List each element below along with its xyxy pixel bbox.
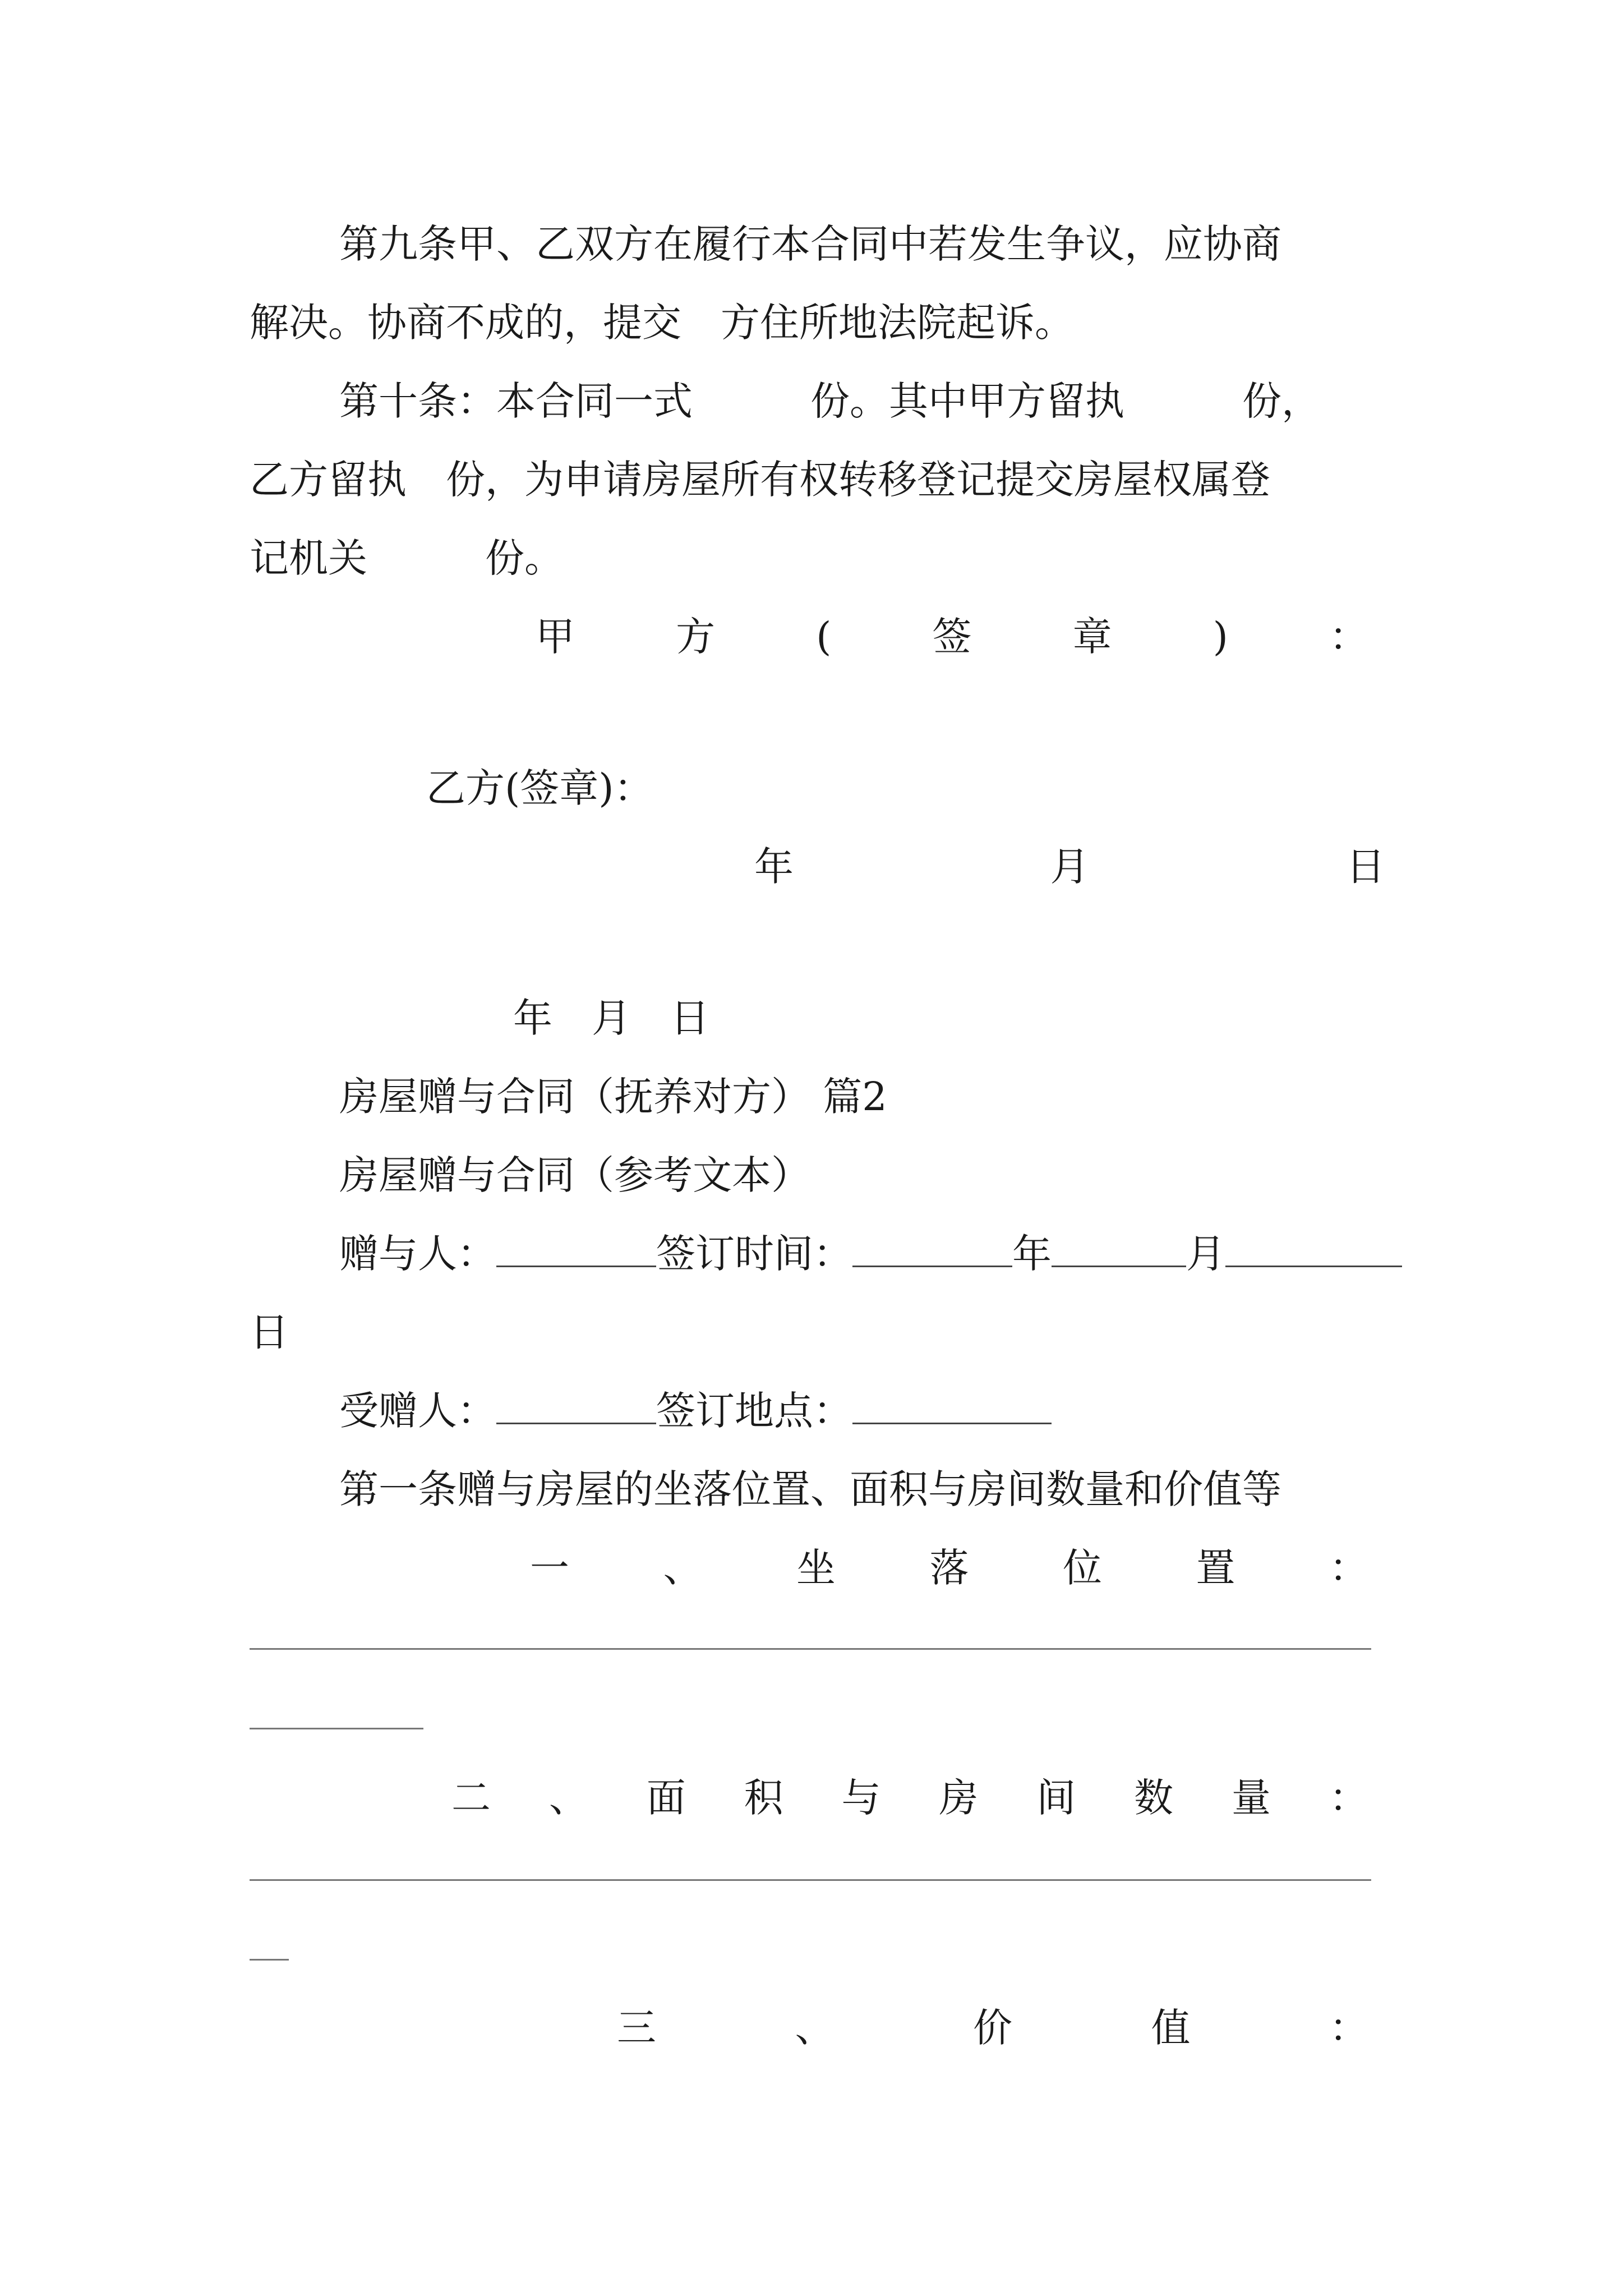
- heading-part2: 房屋赠与合同（抚养对方） 篇2: [339, 1074, 887, 1120]
- item1-char: 一: [530, 1545, 569, 1591]
- item2-area-rooms: [451, 1770, 1368, 1826]
- item1-char: 、: [663, 1545, 703, 1591]
- donee-row: [339, 1383, 1623, 1439]
- item3-char: 值: [1151, 2005, 1191, 2051]
- donor-blank[interactable]: [496, 1227, 656, 1267]
- sign-time-label: 签订时间：: [656, 1231, 852, 1277]
- item2-char: 二: [451, 1775, 491, 1821]
- party-a-char: 方: [676, 614, 716, 660]
- item2-char: 面: [646, 1775, 686, 1821]
- party-a-char: ：: [1329, 614, 1368, 660]
- clause9-line2: 解决。协商不成的，提交 方住所地法院起诉。: [250, 300, 1074, 346]
- item2-blank-line[interactable]: [250, 1879, 1371, 1881]
- party-a-char: 签: [932, 614, 972, 660]
- item2-char: 与: [841, 1775, 881, 1821]
- day-blank[interactable]: [1225, 1227, 1402, 1267]
- donee-blank[interactable]: [496, 1384, 656, 1424]
- item2-char: 积: [744, 1775, 783, 1821]
- item3-char: 、: [795, 2005, 834, 2051]
- clause10-line2: 乙方留执 份，为申请房屋所有权转移登记提交房屋权属登: [250, 457, 1270, 503]
- item3-char: ：: [1329, 2005, 1368, 2051]
- article1: 第一条赠与房屋的坐落位置、面积与房间数量和价值等: [339, 1466, 1281, 1512]
- item1-char: ：: [1329, 1545, 1368, 1591]
- date-year: 年: [754, 844, 794, 890]
- party-a-signature: [536, 609, 1368, 665]
- item2-char: ：: [1329, 1775, 1368, 1821]
- item1-location: [530, 1540, 1368, 1596]
- date-a: [754, 839, 1385, 895]
- item3-char: 价: [973, 2005, 1012, 2051]
- donor-label: 赠与人：: [339, 1231, 496, 1277]
- item1-blank-line[interactable]: [250, 1648, 1371, 1650]
- item2-char: 房: [939, 1775, 979, 1821]
- party-a-char: 章: [1072, 614, 1112, 660]
- day-label: 日: [250, 1309, 289, 1355]
- sign-place-label: 签订地点：: [656, 1388, 852, 1434]
- year-label: 年: [1012, 1231, 1052, 1277]
- donee-label: 受赠人：: [339, 1388, 496, 1434]
- date-day: 日: [1346, 844, 1385, 890]
- party-a-char: 甲: [536, 614, 575, 660]
- date-b: 年 月 日: [513, 995, 709, 1041]
- item1-blank-line-2[interactable]: [250, 1728, 423, 1729]
- item1-char: 置: [1196, 1545, 1235, 1591]
- item3-char: 三: [617, 2005, 656, 2051]
- sign-place-blank[interactable]: [852, 1384, 1052, 1424]
- item2-char: 间: [1036, 1775, 1076, 1821]
- item2-char: 、: [548, 1775, 588, 1821]
- party-a-char: (: [816, 614, 832, 660]
- clause10-line1: 第十条：本合同一式 份。其中甲方留执 份，: [339, 378, 1321, 424]
- item3-value: [617, 2000, 1368, 2056]
- heading-reference-text: 房屋赠与合同（参考文本）: [339, 1152, 810, 1198]
- clause9-line1: 第九条甲、乙双方在履行本合同中若发生争议，应协商: [339, 221, 1281, 267]
- item2-char: 数: [1134, 1775, 1174, 1821]
- party-a-char: ): [1212, 614, 1228, 660]
- year-blank[interactable]: [852, 1227, 1012, 1267]
- item1-char: 位: [1063, 1545, 1102, 1591]
- item1-char: 落: [929, 1545, 969, 1591]
- date-month: 月: [1050, 844, 1090, 890]
- month-label: 月: [1186, 1231, 1225, 1277]
- item2-blank-line-2[interactable]: [250, 1959, 289, 1961]
- item2-char: 量: [1232, 1775, 1271, 1821]
- clause10-line3: 记机关 份。: [250, 535, 564, 581]
- party-b-signature: 乙方(签章)：: [426, 765, 653, 811]
- month-blank[interactable]: [1052, 1227, 1186, 1267]
- item1-char: 坐: [796, 1545, 836, 1591]
- donor-row: [339, 1226, 1623, 1282]
